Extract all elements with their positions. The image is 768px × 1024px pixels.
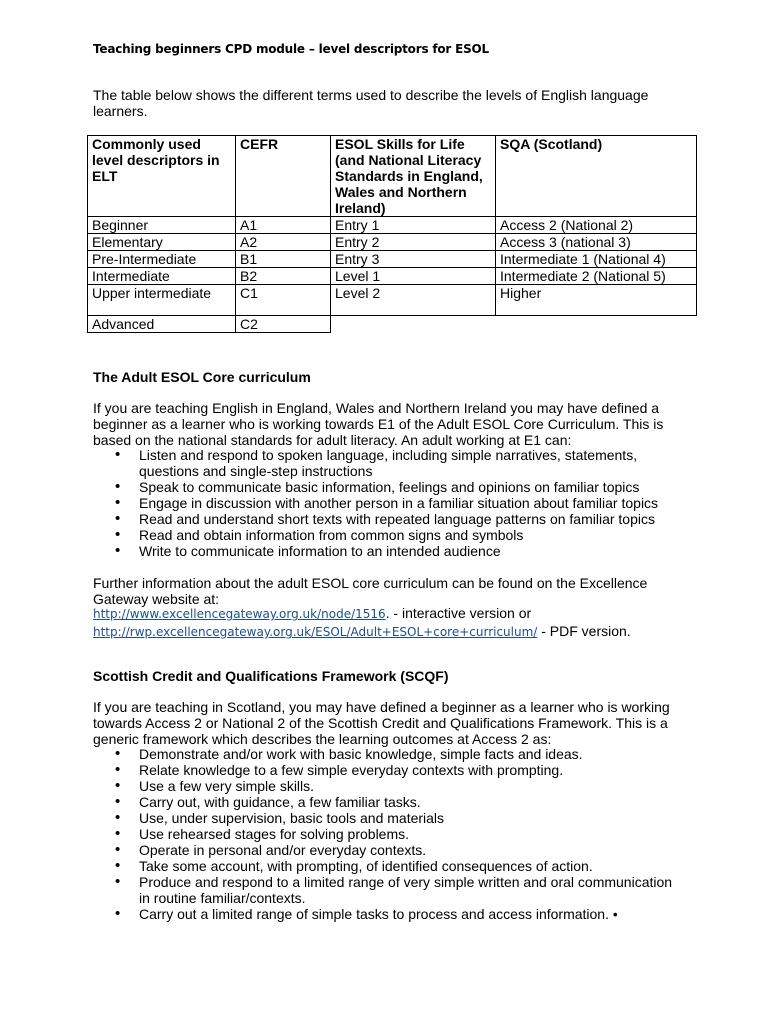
table-row [88,285,697,316]
table-cell: Pre-Intermediate [88,251,236,268]
table-cell: Beginner [88,217,236,234]
link2-line [93,623,693,640]
table-cell: C1 [236,285,331,316]
table-row [88,251,697,268]
list-item: • Use a few very simple skills. [113,778,683,794]
list-item: • Produce and respond to a limited range of very simple written and oral communication in routine familiar/contexts. [113,874,683,906]
table-cell-empty [496,316,697,333]
table-cell: Intermediate 1 (National 4) [496,251,697,268]
table-cell: A2 [236,234,331,251]
list-item: • Read and obtain information from common signs and symbols [113,527,683,543]
table-cell: Access 3 (national 3) [496,234,697,251]
list-item: • Speak to communicate basic information, feelings and opinions on familiar topics [113,479,683,495]
core-heading: The Adult ESOL Core curriculum [93,369,311,385]
header-sqa: SQA (Scotland) [496,136,697,217]
list-item: • Use, under supervision, basic tools and materials [113,810,683,826]
list-item: • Read and understand short texts with repeated language patterns on familiar topics [113,511,683,527]
core-bullet-list [113,447,683,559]
list-item: • Engage in discussion with another person in a familiar situation about familiar topics [113,495,683,511]
table-row [88,316,697,333]
scqf-heading: Scottish Credit and Qualifications Framework (SCQF) [93,668,449,684]
link1-line [93,605,693,622]
link1-suffix: . - interactive version or [385,605,532,621]
list-item: • Use rehearsed stages for solving problems. [113,826,683,842]
table-cell: B1 [236,251,331,268]
excellence-gateway-link[interactable]: http://www.excellencegateway.org.uk/node/1516 [93,607,386,621]
header-elt: Commonly used level descriptors in ELT [88,136,236,217]
esol-curriculum-pdf-link[interactable]: http://rwp.excellencegateway.org.uk/ESOL/Adult+ESOL+core+curriculum/ [93,625,538,639]
table-cell: Level 2 [331,285,496,316]
header-esol: ESOL Skills for Life (and National Literacy Standards in England, Wales and Northern Ireland) [331,136,496,217]
further-info-paragraph: Further information about the adult ESOL core curriculum can be found on the Excellence Gateway website at: [93,575,648,607]
levels-table [87,135,697,333]
table-header-row [88,136,697,217]
list-item: • Take some account, with prompting, of identified consequences of action. [113,858,683,874]
table-row [88,268,697,285]
table-cell: B2 [236,268,331,285]
table-row [88,234,697,251]
list-item: • Demonstrate and/or work with basic knowledge, simple facts and ideas. [113,746,683,762]
table-cell: A1 [236,217,331,234]
list-item: • Carry out, with guidance, a few familiar tasks. [113,794,683,810]
header-cefr: CEFR [236,136,331,217]
link2-suffix: - PDF version. [537,623,631,639]
table-cell: Entry 1 [331,217,496,234]
table-cell-empty [331,316,496,333]
table-cell: Upper intermediate [88,285,236,316]
intro-paragraph: The table below shows the different terms used to describe the levels of English language learners. [93,87,649,119]
list-item: • Write to communicate information to an intended audience [113,543,683,559]
table-cell: Level 1 [331,268,496,285]
list-item: • Operate in personal and/or everyday contexts. [113,842,683,858]
table-cell: Access 2 (National 2) [496,217,697,234]
table-row [88,217,697,234]
scqf-bullet-list [113,746,683,922]
list-item: • Relate knowledge to a few simple everyday contexts with prompting. [113,762,683,778]
table-cell: Elementary [88,234,236,251]
table-cell: C2 [236,316,331,333]
list-item: • Listen and respond to spoken language, including simple narratives, statements, questions and single-step instructions [113,447,683,479]
table-cell: Entry 3 [331,251,496,268]
table-cell: Advanced [88,316,236,333]
table-cell: Intermediate 2 (National 5) [496,268,697,285]
core-paragraph: If you are teaching English in England, Wales and Northern Ireland you may have defined a beginner as a learner who is working towards E1 of the Adult ESOL Core Curriculum. This is based on the national standards for adult literacy. An adult working at E1 can: [93,400,664,448]
table-cell: Entry 2 [331,234,496,251]
table-cell: Intermediate [88,268,236,285]
table-cell: Higher [496,285,697,316]
page-header: Teaching beginners CPD module – level descriptors for ESOL [93,42,490,56]
scqf-paragraph: If you are teaching in Scotland, you may have defined a beginner as a learner who is working towards Access 2 or National 2 of the Scottish Credit and Qualifications Framework. This is a generic framework which describes the learning outcomes at Access 2 as: [93,699,670,747]
list-item: • Carry out a limited range of simple tasks to process and access information. • [113,906,683,922]
